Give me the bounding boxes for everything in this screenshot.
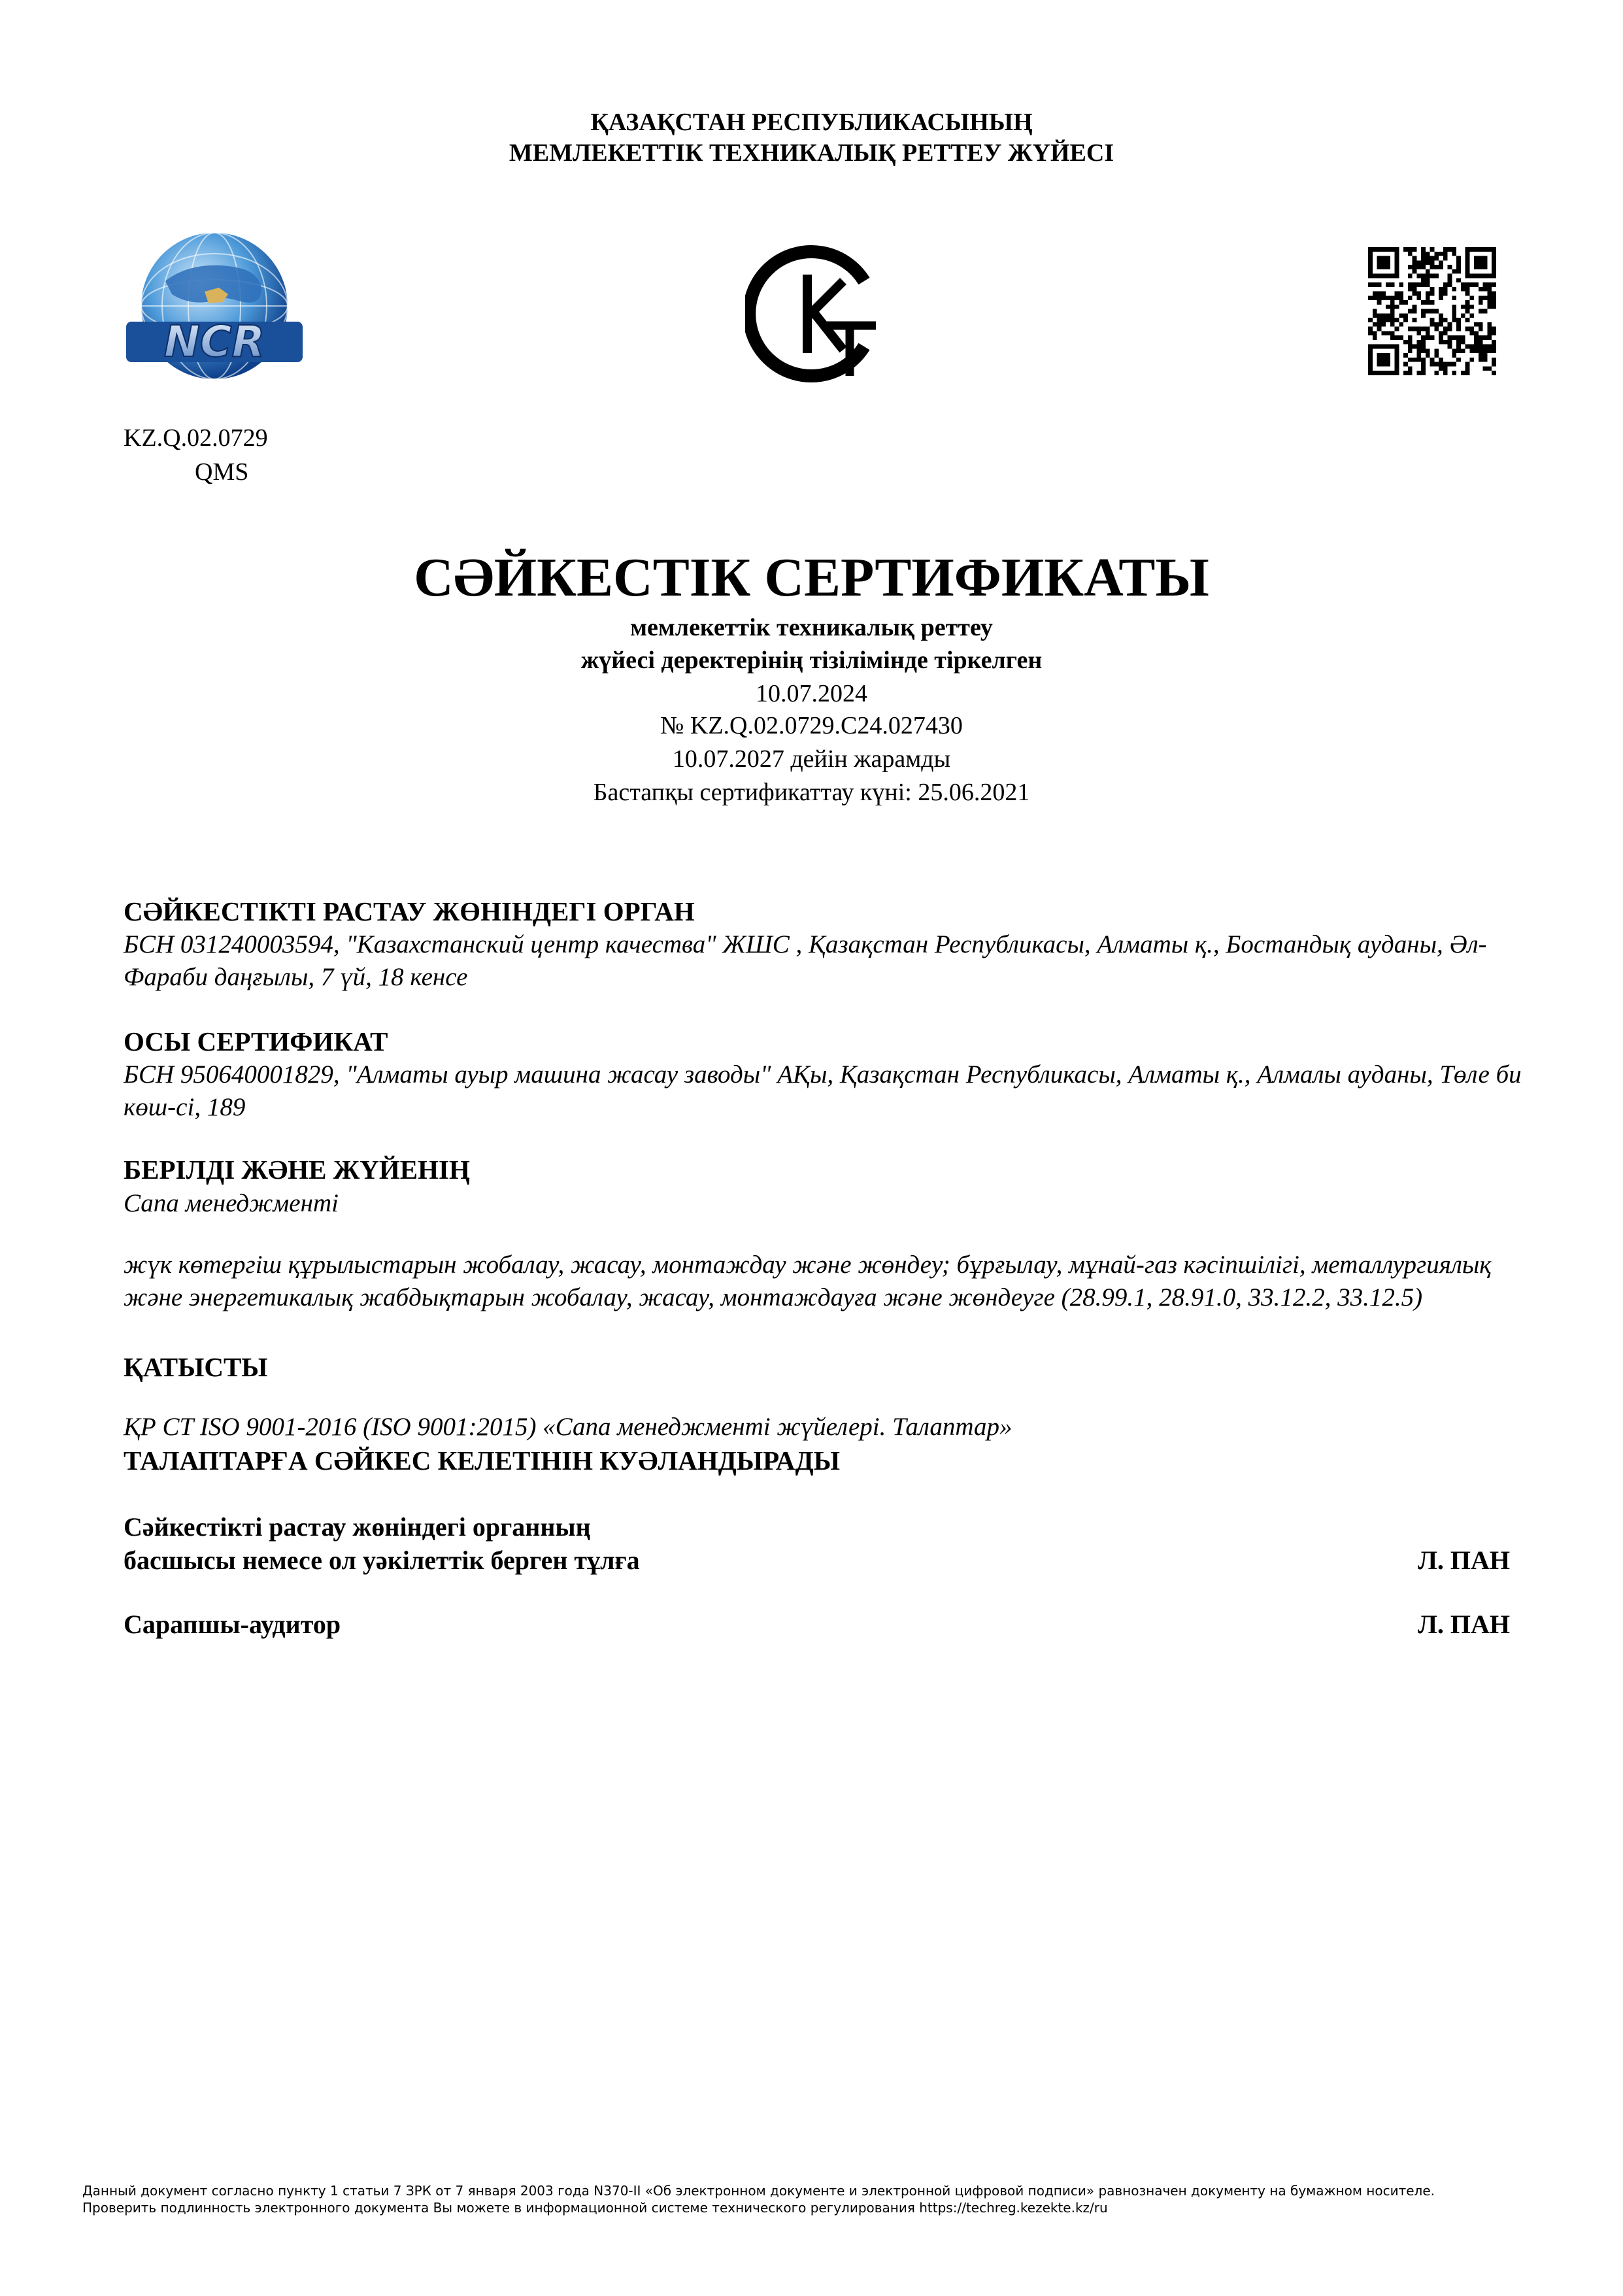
auditor-name: Л. ПАН <box>1418 1610 1510 1639</box>
footer-verification-note: Проверить подлинность электронного документа Вы можете в информационной системе технического регулирования https://techreg.kezekte.kz/ru <box>82 2200 1108 2216</box>
auditor-label: Сарапшы-аудитор <box>124 1610 341 1639</box>
certification-scope: жүк көтергіш құрылыстарын жобалау, жасау, монтаждау және жөндеу; бұрғылау, мұнай-газ кәсіпшілігі, металлургиялық және энергетикалық жабдықтарын жобалау, жасау, монтаждауға және жөндеуге (28.99.1, 28.91.0, 33.12.2, 33.12.5) <box>124 1251 1492 1311</box>
registry-line-2: жүйесі деректерінің тізілімінде тіркелген <box>580 647 1043 674</box>
header-line-1: ҚАЗАҚСТАН РЕСПУБЛИКАСЫНЫҢ <box>590 109 1033 136</box>
certificate-holder-text: БСН 950640001829, "Алматы ауыр машина жасау заводы" АҚы, Қазақстан Республикасы, Алматы қ., Алмалы ауданы, Төле би көш-сі, 189 <box>124 1060 1522 1121</box>
footer-legal-note: Данный документ согласно пункту 1 статьи 7 ЗРК от 7 января 2003 года N370-II «Об электронном документе и электронной цифровой подписи» равнозначен документу на бумажном носителе. <box>82 2183 1435 2199</box>
relation-heading: ҚАТЫСТЫ <box>124 1352 268 1382</box>
management-system: Сапа менеджменті <box>124 1189 339 1217</box>
registration-number: KZ.Q.02.0729 <box>124 424 268 452</box>
header-line-2: МЕМЛЕКЕТТІК ТЕХНИКАЛЫҚ РЕТТЕУ ЖҮЙЕСІ <box>509 139 1114 167</box>
conformity-heading: ТАЛАПТАРҒА СӘЙКЕС КЕЛЕТІНІН КУӘЛАНДЫРАДЫ <box>124 1445 840 1476</box>
certificate-holder-heading: ОСЫ СЕРТИФИКАТ <box>124 1026 388 1056</box>
issued-heading: БЕРІЛДІ ЖӘНЕ ЖҮЙЕНІҢ <box>124 1155 470 1185</box>
certificate-title: СӘЙКЕСТІК СЕРТИФИКАТЫ <box>414 547 1209 608</box>
head-signature-label-line-2: басшысы немесе ол уәкілеттік берген тұлға <box>124 1545 640 1575</box>
head-signature-label-line-1: Сәйкестікті растау жөніндегі органның <box>124 1512 591 1542</box>
standard-text: ҚР СТ ISO 9001-2016 (ISO 9001:2015) «Сапа менеджменті жүйелері. Талаптар» <box>124 1413 1012 1441</box>
registration-type: QMS <box>195 458 249 486</box>
initial-certification-date: Бастапқы сертификаттау күні: 25.06.2021 <box>593 779 1030 806</box>
registration-date: 10.07.2024 <box>756 680 867 707</box>
organ-heading: СӘЙКЕСТІКТІ РАСТАУ ЖӨНІНДЕГІ ОРГАН <box>124 896 695 926</box>
certificate-number: № KZ.Q.02.0729.C24.027430 <box>660 712 963 739</box>
ncr-logo-text: NCR <box>163 316 265 367</box>
organ-text: БСН 031240003594, "Казахстанский центр качества" ЖШС , Қазақстан Республикасы, Алматы қ., Бостандық ауданы, Әл-Фараби даңғылы, 7 үй, 18 кенсе <box>124 930 1487 991</box>
registry-line-1: мемлекеттік техникалық реттеу <box>630 614 993 641</box>
ncr-globe-logo <box>120 229 309 392</box>
valid-until: 10.07.2027 дейін жарамды <box>672 745 951 773</box>
kt-conformity-mark-icon <box>745 242 882 386</box>
head-signature-name: Л. ПАН <box>1418 1545 1510 1575</box>
qr-code-icon <box>1368 247 1496 375</box>
